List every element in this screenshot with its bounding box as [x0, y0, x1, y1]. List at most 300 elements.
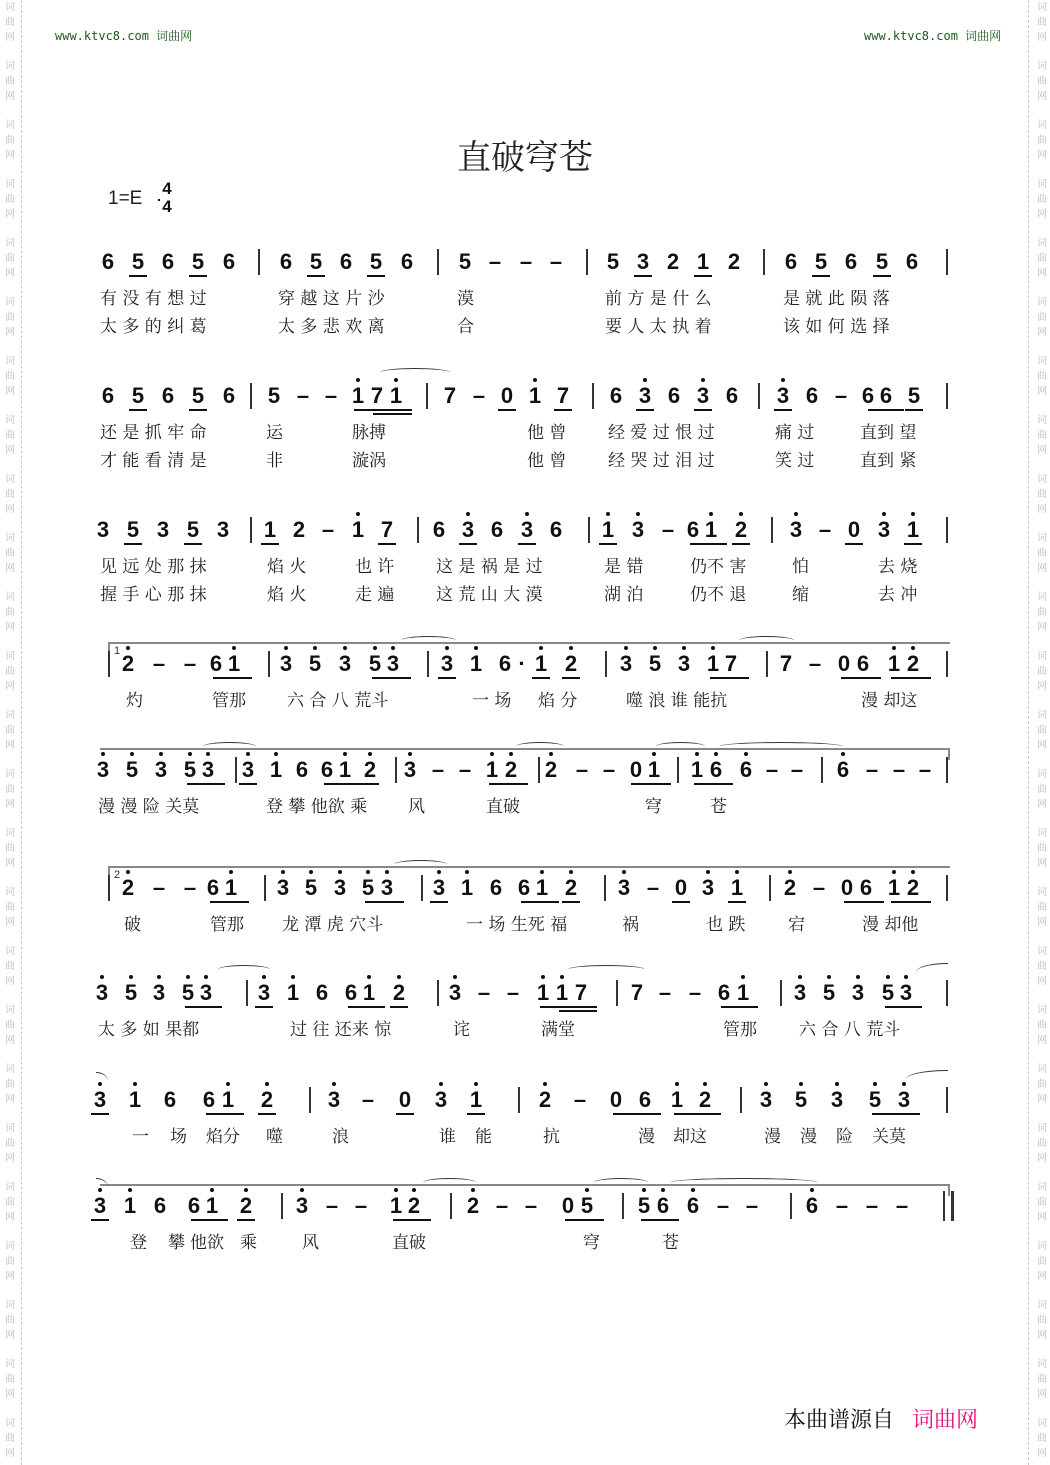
- sustain-dash: –: [325, 1193, 339, 1218]
- beam-underline: [430, 901, 448, 903]
- beam-underline: [634, 275, 652, 277]
- lyric-text: 穹: [645, 797, 662, 817]
- beam-underline: [728, 901, 746, 903]
- note: 1: [204, 1195, 220, 1217]
- watermark-char: 曲: [5, 194, 15, 205]
- watermark-char: 网: [1037, 1448, 1047, 1459]
- watermark-char: 词: [5, 1123, 15, 1134]
- octave-dot: [210, 1188, 214, 1192]
- note: 1: [122, 1195, 138, 1217]
- barline: [946, 875, 948, 901]
- lyric-text: 太 多 如 果都: [98, 1020, 200, 1040]
- barline: [790, 1193, 792, 1219]
- lyric-text: 破: [124, 915, 141, 935]
- slur-tie: [96, 1178, 108, 1187]
- site-link-left[interactable]: [55, 27, 192, 44]
- octave-dot: [439, 1082, 443, 1086]
- barline: [417, 517, 419, 543]
- lyric-text: 去 冲: [878, 585, 918, 605]
- octave-dot: [533, 378, 537, 382]
- watermark-char: 曲: [1037, 902, 1047, 913]
- barline: [766, 651, 768, 677]
- octave-dot: [373, 646, 377, 650]
- lyric-text: 该 如 何 选 择: [783, 317, 890, 337]
- lyric-text: 诧: [453, 1020, 470, 1040]
- octave-dot: [343, 646, 347, 650]
- note: 6: [655, 1195, 671, 1217]
- note: 6: [708, 759, 724, 781]
- note: 6: [861, 383, 875, 408]
- octave-dot: [509, 752, 513, 756]
- lyric-text: 握 手 心 那 抹: [100, 585, 207, 605]
- sustain-dash: –: [658, 980, 672, 1005]
- watermark-char: 网: [5, 268, 15, 279]
- watermark-char: 网: [5, 150, 15, 161]
- sustain-dash: –: [183, 651, 197, 676]
- note: 5: [606, 249, 620, 274]
- beam-underline: [255, 1006, 273, 1008]
- watermark-char: 网: [5, 917, 15, 928]
- lyric-text: 一 场 生死 福: [466, 915, 568, 935]
- barline: [538, 757, 540, 783]
- octave-dot: [100, 975, 104, 979]
- note: 3: [92, 1195, 108, 1217]
- note: 5: [458, 249, 472, 274]
- lyric-text: 漠: [457, 289, 474, 309]
- watermark-char: 词: [1037, 592, 1047, 603]
- note: 1: [388, 385, 404, 407]
- barline: [246, 980, 248, 1006]
- lyric-text: 怕: [792, 557, 809, 577]
- beam-underline: [129, 275, 147, 277]
- sustain-dash: –: [519, 249, 533, 274]
- note: 6: [202, 1087, 216, 1112]
- note: 1: [388, 1195, 404, 1217]
- note: 0: [847, 517, 861, 542]
- beam-underline: [91, 1113, 109, 1115]
- octave-dot: [706, 870, 710, 874]
- octave-dot: [624, 646, 628, 650]
- note: 1: [703, 519, 719, 541]
- beam-underline: [124, 543, 142, 545]
- barline: [780, 980, 782, 1006]
- beam-underline: [459, 543, 477, 545]
- note: 6: [432, 517, 446, 542]
- watermark-char: 网: [1037, 32, 1047, 43]
- note: 2: [503, 759, 519, 781]
- note: 6: [686, 517, 700, 542]
- beam-underline: [885, 1006, 922, 1008]
- octave-dot: [466, 512, 470, 516]
- octave-dot: [642, 1188, 646, 1192]
- note: 3: [95, 759, 111, 781]
- watermark-char: 曲: [1037, 312, 1047, 323]
- watermark-char: 网: [1037, 1389, 1047, 1400]
- watermark-char: 曲: [5, 312, 15, 323]
- watermark-char: 词: [1037, 1123, 1047, 1134]
- watermark-char: 曲: [1037, 430, 1047, 441]
- note: 1: [600, 519, 616, 541]
- note: 2: [905, 653, 921, 675]
- lyric-text: 登 攀 他欲 乘: [266, 797, 368, 817]
- note: 1: [220, 1089, 236, 1111]
- note: 3: [200, 759, 216, 781]
- lyric-text: 经 哭 过 泪 过: [608, 451, 715, 471]
- watermark-char: 词: [5, 1064, 15, 1075]
- sustain-dash: –: [688, 980, 702, 1005]
- watermark-char: 词: [1037, 238, 1047, 249]
- slur-tie: [739, 636, 794, 645]
- lyric-text: 直破: [392, 1233, 426, 1253]
- barline: [427, 651, 429, 677]
- slur-tie: [568, 965, 645, 974]
- barline: [235, 757, 237, 783]
- watermark-char: 词: [1037, 1005, 1047, 1016]
- note: 2: [362, 759, 378, 781]
- octave-dot: [128, 1188, 132, 1192]
- note: 3: [636, 249, 650, 274]
- lyric-text: 漫 漫 险 关莫: [98, 797, 200, 817]
- note: 2: [563, 653, 579, 675]
- octave-dot: [445, 646, 449, 650]
- watermark-char: 词: [5, 61, 15, 72]
- note: 3: [153, 759, 169, 781]
- note: 1: [459, 877, 475, 899]
- beam-underline: [872, 1113, 920, 1115]
- sustain-dash: –: [865, 757, 879, 782]
- note: 6: [844, 249, 858, 274]
- note: 6: [315, 980, 329, 1005]
- watermark-char: 曲: [5, 1315, 15, 1326]
- watermark-char: 曲: [5, 1138, 15, 1149]
- watermark-char: 网: [1037, 504, 1047, 515]
- note: 2: [537, 1089, 553, 1111]
- sustain-dash: –: [575, 757, 589, 782]
- barline: [616, 980, 618, 1006]
- octave-dot: [129, 975, 133, 979]
- octave-dot: [892, 646, 896, 650]
- beam-underline: [467, 1113, 485, 1115]
- octave-dot: [490, 752, 494, 756]
- octave-dot: [622, 870, 626, 874]
- slur-tie: [906, 1070, 948, 1079]
- beam-underline: [185, 1006, 222, 1008]
- watermark-char: 词: [1037, 710, 1047, 721]
- octave-dot: [540, 870, 544, 874]
- octave-dot: [465, 870, 469, 874]
- note: 6: [222, 383, 236, 408]
- watermark-char: 网: [1037, 917, 1047, 928]
- octave-dot: [675, 1082, 679, 1086]
- watermark-char: 词: [5, 1182, 15, 1193]
- watermark-char: 词: [5, 1241, 15, 1252]
- barline: [108, 651, 110, 677]
- sustain-dash: –: [602, 757, 616, 782]
- note: 6: [805, 383, 819, 408]
- watermark-char: 词: [5, 651, 15, 662]
- octave-dot: [636, 512, 640, 516]
- beam-underline: [307, 275, 325, 277]
- note: 5: [124, 759, 140, 781]
- sustain-dash: –: [808, 651, 822, 676]
- beam-underline: [562, 901, 580, 903]
- watermark-char: 曲: [1037, 253, 1047, 264]
- note: 5: [267, 383, 281, 408]
- lyric-text: 关莫: [872, 1127, 906, 1147]
- dashed-margin-left: [21, 0, 22, 1465]
- note: 6: [879, 383, 893, 408]
- octave-dot: [453, 975, 457, 979]
- octave-dot: [232, 646, 236, 650]
- note: 6: [490, 517, 504, 542]
- lyric-text: 脉搏: [352, 423, 386, 443]
- note: 5: [186, 517, 200, 542]
- octave-dot: [653, 646, 657, 650]
- lyric-text: 漫: [800, 1127, 817, 1147]
- watermark-char: 曲: [1037, 1079, 1047, 1090]
- note: 3: [676, 653, 692, 675]
- watermark-char: 曲: [1037, 1433, 1047, 1444]
- beam-underline: [189, 409, 207, 411]
- song-title: 直破穹苍: [457, 138, 593, 178]
- note: 1: [484, 759, 500, 781]
- octave-dot: [682, 646, 686, 650]
- note: 2: [697, 1089, 713, 1111]
- barline: [268, 651, 270, 677]
- note: 6: [804, 1195, 820, 1217]
- note: 3: [433, 1089, 449, 1111]
- lyric-text: 缩: [792, 585, 809, 605]
- note: 3: [439, 653, 455, 675]
- barline: [946, 517, 948, 543]
- watermark-char: 词: [1037, 1064, 1047, 1075]
- source-label: 本曲谱源自: [784, 1408, 895, 1433]
- beam-underline: [891, 677, 931, 679]
- watermark-char: 曲: [1037, 135, 1047, 146]
- slur-tie: [916, 963, 948, 972]
- sustain-dash: –: [524, 1193, 538, 1218]
- barline: [588, 517, 590, 543]
- beam-underline: [891, 901, 931, 903]
- lyric-text: 噬: [266, 1127, 283, 1147]
- beam-underline: [812, 275, 830, 277]
- watermark-char: 网: [5, 681, 15, 692]
- beam-underline: [191, 1219, 228, 1221]
- note: 2: [465, 1195, 481, 1217]
- note: 5: [182, 759, 198, 781]
- beam-underline: [873, 275, 891, 277]
- sustain-dash: –: [361, 1087, 375, 1112]
- lyric-text: 也 跌: [706, 915, 746, 935]
- watermark-char: 网: [1037, 622, 1047, 633]
- note: 6: [153, 1193, 167, 1218]
- note: 3: [156, 517, 170, 542]
- note: 2: [292, 517, 306, 542]
- lyric-text: 也 许: [355, 557, 395, 577]
- barline: [946, 383, 948, 409]
- note: 3: [402, 759, 418, 781]
- beam-underline: [210, 901, 249, 903]
- lyric-text: 漫: [764, 1127, 781, 1147]
- note: 6: [187, 1193, 201, 1218]
- beam-underline: [396, 1113, 414, 1115]
- octave-dot: [714, 752, 718, 756]
- note: 0: [674, 875, 688, 900]
- lyric-text: 太 多 的 纠 葛: [100, 317, 207, 337]
- octave-dot: [543, 1082, 547, 1086]
- beam-underline: [189, 275, 207, 277]
- barline: [946, 249, 948, 275]
- octave-dot: [394, 1188, 398, 1192]
- watermark-char: 网: [5, 563, 15, 574]
- note: 3: [294, 1195, 310, 1217]
- watermark-char: 词: [1037, 1359, 1047, 1370]
- watermark-char: 曲: [5, 371, 15, 382]
- octave-dot: [291, 975, 295, 979]
- sustain-dash: –: [488, 249, 502, 274]
- note: 3: [151, 982, 167, 1004]
- lyric-text: 直到 紧: [860, 451, 917, 471]
- watermark-char: 曲: [5, 135, 15, 146]
- watermark-char: 曲: [1037, 1020, 1047, 1031]
- brand-link[interactable]: 词曲网: [912, 1408, 979, 1433]
- note: 5: [309, 249, 323, 274]
- sustain-dash: –: [183, 875, 197, 900]
- note: 3: [618, 653, 634, 675]
- lyric-text: 经 爱 过 恨 过: [608, 423, 715, 443]
- octave-dot: [186, 975, 190, 979]
- octave-dot: [549, 752, 553, 756]
- lyric-text: 直破: [486, 797, 520, 817]
- octave-dot: [206, 752, 210, 756]
- sustain-dash: –: [152, 875, 166, 900]
- watermark-char: 网: [5, 799, 15, 810]
- octave-dot: [886, 975, 890, 979]
- note: 2: [782, 877, 798, 899]
- lyric-text: 宕: [788, 915, 805, 935]
- watermark-char: 词: [5, 238, 15, 249]
- note: 3: [431, 877, 447, 899]
- sustain-dash: –: [834, 383, 848, 408]
- note: 5: [579, 1195, 595, 1217]
- octave-dot: [394, 378, 398, 382]
- beam-underline: [562, 677, 580, 679]
- octave-dot: [827, 975, 831, 979]
- watermark-char: 网: [1037, 740, 1047, 751]
- octave-dot: [309, 870, 313, 874]
- site-link-right[interactable]: [864, 27, 1001, 44]
- watermark-char: 网: [5, 976, 15, 987]
- lyric-text: 这 荒 山 大 漠: [436, 585, 543, 605]
- octave-dot: [338, 870, 342, 874]
- sustain-dash: –: [549, 249, 563, 274]
- beam-underline: [373, 413, 412, 415]
- note: 6: [161, 383, 175, 408]
- lyric-text: 却这: [673, 1127, 707, 1147]
- watermark-char: 曲: [5, 1197, 15, 1208]
- note: 5: [191, 383, 205, 408]
- note: 0: [629, 757, 643, 782]
- note: 6: [517, 875, 531, 900]
- note: 2: [406, 1195, 422, 1217]
- watermark-char: 曲: [1037, 843, 1047, 854]
- beam-underline: [324, 783, 361, 785]
- beam-underline: [565, 1219, 604, 1221]
- watermark-char: 曲: [5, 17, 15, 28]
- watermark-char: 曲: [1037, 371, 1047, 382]
- note: 6: [638, 1087, 652, 1112]
- octave-dot: [764, 1082, 768, 1086]
- watermark-char: 词: [5, 710, 15, 721]
- sustain-dash: –: [790, 757, 804, 782]
- octave-dot: [585, 1188, 589, 1192]
- octave-dot: [332, 1082, 336, 1086]
- note: 3: [198, 982, 214, 1004]
- note: 6: [784, 249, 798, 274]
- beam-underline: [521, 901, 559, 903]
- watermark-char: 曲: [1037, 784, 1047, 795]
- note: 6: [609, 383, 623, 408]
- watermark-char: 词: [5, 179, 15, 190]
- watermark-char: 词: [5, 474, 15, 485]
- beam-underline: [184, 543, 202, 545]
- watermark-char: 曲: [5, 784, 15, 795]
- sustain-dash: –: [745, 1193, 759, 1218]
- note: 0: [398, 1087, 412, 1112]
- note: 1: [696, 249, 710, 274]
- octave-dot: [385, 870, 389, 874]
- note: 5: [191, 249, 205, 274]
- note: 1: [535, 982, 551, 1004]
- watermark-char: 网: [1037, 1271, 1047, 1282]
- watermark-char: 曲: [1037, 548, 1047, 559]
- lyric-text: 仍不 害: [690, 557, 747, 577]
- note: 1: [350, 385, 366, 407]
- note: 0: [561, 1193, 575, 1218]
- time-signature-top: 4: [162, 179, 172, 198]
- octave-dot: [300, 1188, 304, 1192]
- barline: [437, 249, 439, 275]
- note: 2: [905, 877, 921, 899]
- octave-dot: [356, 512, 360, 516]
- beam-underline: [378, 543, 396, 545]
- note: 1: [886, 877, 902, 899]
- note: 6: [101, 249, 115, 274]
- octave-dot: [367, 975, 371, 979]
- watermark-char: 词: [1037, 1418, 1047, 1429]
- watermark-char: 词: [5, 533, 15, 544]
- beam-underline: [904, 543, 922, 545]
- watermark-char: 曲: [5, 666, 15, 677]
- watermark-char: 曲: [1037, 725, 1047, 736]
- watermark-char: 网: [5, 622, 15, 633]
- beam-underline: [732, 543, 750, 545]
- watermark-char: 网: [1037, 91, 1047, 102]
- watermark-char: 词: [5, 1359, 15, 1370]
- watermark-char: 词: [5, 1005, 15, 1016]
- sustain-dash: –: [296, 383, 310, 408]
- note: 3: [695, 385, 711, 407]
- octave-dot: [130, 752, 134, 756]
- barline: [604, 875, 606, 901]
- lyric-text: 谁: [439, 1127, 456, 1147]
- watermark-char: 曲: [5, 1020, 15, 1031]
- sustain-dash: –: [892, 757, 906, 782]
- lyric-text: 登: [130, 1233, 147, 1253]
- sustain-dash: –: [835, 1193, 849, 1218]
- lyric-text: 穿 越 这 片 沙: [278, 289, 385, 309]
- watermark-char: 网: [5, 1330, 15, 1341]
